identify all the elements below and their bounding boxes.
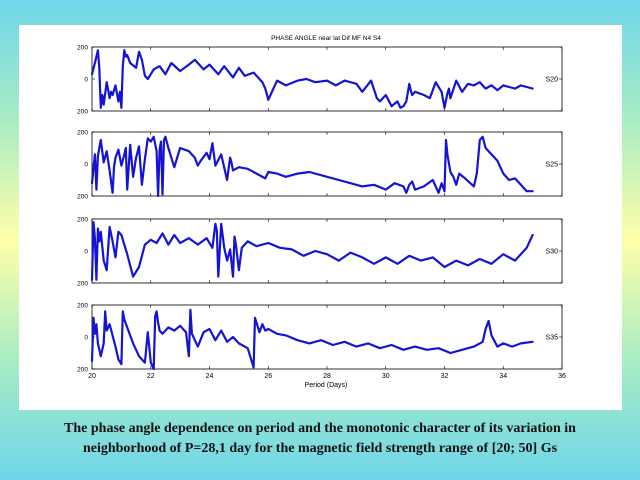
chart-title: PHASE ANGLE near lat Dif MF N4 S4: [271, 35, 381, 42]
y-tick-label: 0: [84, 248, 88, 256]
panel-s25: [77, 129, 562, 200]
panel-s35: [77, 302, 566, 380]
panel-label: S20: [545, 76, 558, 84]
series-line-s25: [92, 137, 533, 196]
panel-label: S35: [545, 334, 558, 342]
y-tick-label: 200: [77, 280, 88, 288]
panel-s30: [77, 216, 562, 287]
caption-line-1: The phase angle dependence on period and the monotonic character of its variation in: [64, 421, 576, 436]
x-tick-label: 20: [88, 373, 96, 380]
panel-s20: [77, 44, 562, 115]
y-tick-label: 200: [77, 108, 88, 116]
y-tick-label: 0: [84, 161, 88, 169]
x-tick-label: 26: [264, 373, 273, 380]
series-line-s35: [92, 310, 533, 369]
y-tick-label: 200: [77, 216, 88, 224]
chart-panels: [77, 44, 566, 380]
x-tick-label: 36: [558, 373, 566, 380]
x-tick-label: 24: [205, 373, 214, 380]
series-line-s20: [92, 50, 533, 108]
caption-line-2: neighborhood of P=28,1 day for the magnetic field strength range of [20; 50] Gs: [82, 441, 558, 456]
y-tick-label: 0: [84, 76, 88, 84]
x-tick-label: 28: [323, 373, 331, 380]
chart-figure: [19, 25, 622, 410]
y-tick-label: 200: [77, 302, 88, 310]
x-tick-label: 34: [499, 373, 508, 380]
y-tick-label: 200: [77, 129, 88, 137]
x-tick-label: 22: [146, 373, 155, 380]
panel-label: S30: [545, 248, 558, 256]
panel-label: S25: [545, 161, 558, 169]
panel-frame: [92, 219, 562, 283]
series-line-s30: [92, 222, 533, 280]
y-tick-label: 200: [77, 44, 88, 52]
y-tick-label: 0: [84, 334, 88, 342]
x-tick-label: 32: [440, 373, 449, 380]
y-tick-label: 200: [77, 366, 88, 374]
panel-frame: [92, 47, 562, 111]
x-axis-label: Period (Days): [304, 382, 348, 389]
phase-angle-chart: [19, 25, 622, 410]
x-tick-label: 30: [381, 373, 390, 380]
figure-caption: [0, 419, 640, 459]
y-tick-label: 200: [77, 193, 88, 201]
